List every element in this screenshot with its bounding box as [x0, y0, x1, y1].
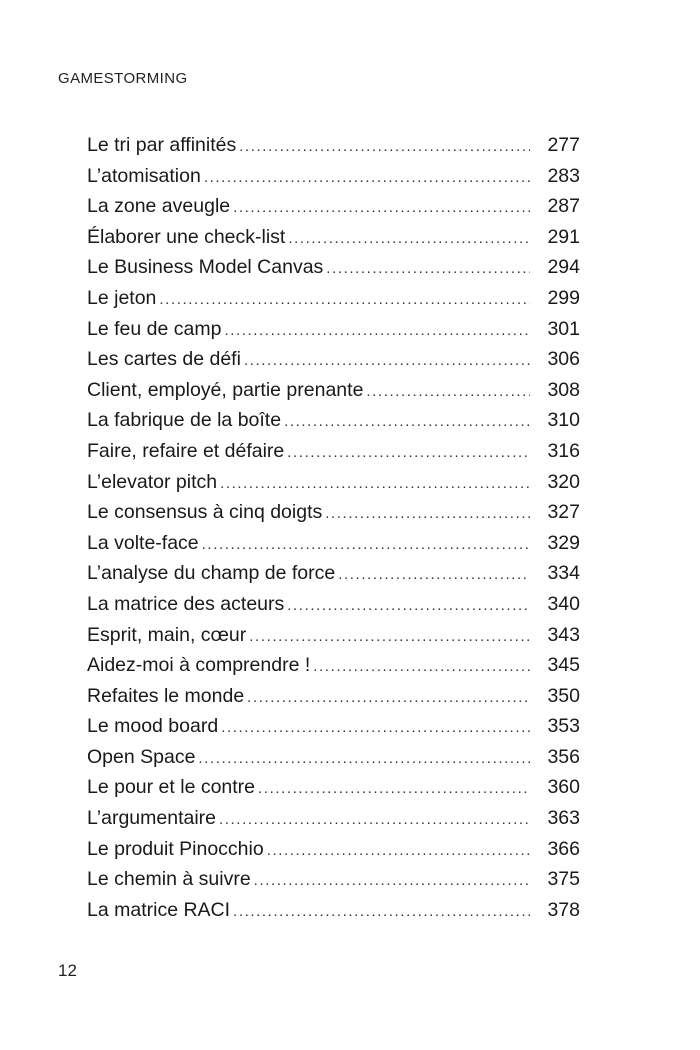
- toc-entry-page: 306: [547, 348, 580, 371]
- toc-entry-title: Refaites le monde: [87, 684, 245, 707]
- toc-entry-page: 291: [547, 225, 580, 248]
- toc-entry-title: Le pour et le contre: [87, 776, 256, 799]
- toc-dot-leader: [204, 163, 530, 192]
- toc-dot-leader: [287, 591, 530, 620]
- toc-dot-leader: [219, 805, 530, 834]
- toc-entry-title: La fabrique de la boîte: [87, 409, 282, 432]
- toc-entry: [87, 650, 580, 681]
- toc-dot-leader: [198, 744, 530, 773]
- toc-entry: [87, 711, 580, 742]
- toc-entry-title: Le feu de camp: [87, 317, 222, 340]
- toc-entry-title: La zone aveugle: [87, 195, 231, 218]
- toc-dot-leader: [239, 132, 530, 161]
- toc-dot-leader: [325, 499, 530, 528]
- toc-entry-title: Esprit, main, cœur: [87, 623, 247, 646]
- toc-entry-page: 301: [547, 317, 580, 340]
- toc-entry: [87, 620, 580, 651]
- toc-entry-page: 363: [547, 807, 580, 830]
- toc-entry-title: La matrice des acteurs: [87, 592, 285, 615]
- toc-entry-page: 283: [547, 164, 580, 187]
- toc-entry: [87, 314, 580, 345]
- page-number: 12: [58, 961, 77, 980]
- toc-entry-title: Faire, refaire et défaire: [87, 439, 285, 462]
- toc-entry-title: Le Business Model Canvas: [87, 256, 324, 279]
- toc-dot-leader: [284, 407, 530, 436]
- toc-entry-page: 277: [547, 134, 580, 156]
- toc-entry-title: Élaborer une check-list: [87, 225, 286, 248]
- toc-entry-title: Le mood board: [87, 715, 219, 738]
- toc-dot-leader: [288, 224, 530, 253]
- toc-entry-title: Le produit Pinocchio: [87, 837, 264, 860]
- toc-entry: [87, 130, 580, 161]
- toc-entry: [87, 161, 580, 192]
- toc-entry: [87, 222, 580, 253]
- toc-entry-page: 287: [547, 195, 580, 218]
- toc-entry-title: L’analyse du champ de force: [87, 562, 336, 585]
- toc-dot-leader: [224, 316, 530, 345]
- toc-dot-leader: [159, 285, 530, 314]
- toc-entry: [87, 191, 580, 222]
- toc-entry: [87, 436, 580, 467]
- toc-entry-title: Le jeton: [87, 286, 157, 309]
- toc-entry-page: 320: [547, 470, 580, 493]
- toc-entry-page: 308: [547, 378, 580, 401]
- toc-entry-page: 343: [547, 623, 580, 646]
- toc-dot-leader: [220, 469, 530, 498]
- toc-entry: [87, 405, 580, 436]
- toc-entry: [87, 497, 580, 528]
- toc-entry-title: Les cartes de défi: [87, 348, 241, 371]
- toc-entry-page: 345: [547, 654, 580, 677]
- toc-entry: [87, 772, 580, 803]
- toc-entry-page: 366: [547, 837, 580, 860]
- toc-entry: [87, 589, 580, 620]
- toc-entry-title: Le chemin à suivre: [87, 868, 251, 891]
- toc-entry-title: La matrice RACI: [87, 898, 231, 921]
- toc-entry: [87, 742, 580, 773]
- toc-entry-page: 299: [547, 286, 580, 309]
- toc-entry-page: 360: [547, 776, 580, 799]
- toc-entry: [87, 344, 580, 375]
- running-header: GAMESTORMING: [58, 70, 188, 87]
- toc-entry: [87, 834, 580, 865]
- toc-entry-page: 353: [547, 715, 580, 738]
- toc-entry-page: 310: [547, 409, 580, 432]
- toc-entry-page: 327: [547, 501, 580, 524]
- toc-dot-leader: [233, 897, 530, 926]
- toc-dot-leader: [221, 713, 530, 742]
- toc-dot-leader: [202, 530, 530, 559]
- toc-entry: [87, 895, 580, 926]
- toc-dot-leader: [244, 346, 530, 375]
- toc-dot-leader: [254, 866, 530, 895]
- toc-dot-leader: [313, 652, 530, 681]
- toc-dot-leader: [287, 438, 530, 467]
- toc-entry-page: 356: [547, 745, 580, 768]
- toc-entry: [87, 558, 580, 589]
- toc-entry: [87, 283, 580, 314]
- toc-entry-page: 316: [547, 439, 580, 462]
- toc-entry-title: L’atomisation: [87, 164, 201, 187]
- toc-dot-leader: [267, 836, 530, 865]
- toc-entry: [87, 252, 580, 283]
- toc-entry-page: 350: [547, 684, 580, 707]
- toc-entry-title: Client, employé, partie prenante: [87, 378, 364, 401]
- toc-entry: [87, 864, 580, 895]
- toc-entry: [87, 467, 580, 498]
- toc-entry-page: 294: [547, 256, 580, 279]
- toc-dot-leader: [258, 774, 530, 803]
- toc-dot-leader: [247, 683, 530, 712]
- table-of-contents: [87, 130, 580, 925]
- toc-entry: [87, 528, 580, 559]
- toc-entry: [87, 803, 580, 834]
- toc-entry-title: Le consensus à cinq doigts: [87, 501, 323, 524]
- toc-entry: [87, 681, 580, 712]
- toc-entry-title: L’argumentaire: [87, 807, 216, 830]
- toc-entry-title: L’elevator pitch: [87, 470, 218, 493]
- toc-entry-page: 334: [547, 562, 580, 585]
- toc-entry-title: La volte-face: [87, 531, 199, 554]
- toc-entry-page: 375: [547, 868, 580, 891]
- toc-entry-title: Le tri par affinités: [87, 134, 237, 156]
- toc-entry: [87, 375, 580, 406]
- toc-dot-leader: [233, 193, 530, 222]
- toc-entry-title: Open Space: [87, 745, 196, 768]
- toc-dot-leader: [249, 622, 530, 651]
- toc-entry-page: 340: [547, 592, 580, 615]
- toc-entry-page: 329: [547, 531, 580, 554]
- toc-dot-leader: [326, 254, 530, 283]
- toc-dot-leader: [366, 377, 530, 406]
- toc-entry-page: 378: [547, 898, 580, 921]
- toc-dot-leader: [338, 560, 530, 589]
- toc-entry-title: Aidez-moi à comprendre !: [87, 654, 311, 677]
